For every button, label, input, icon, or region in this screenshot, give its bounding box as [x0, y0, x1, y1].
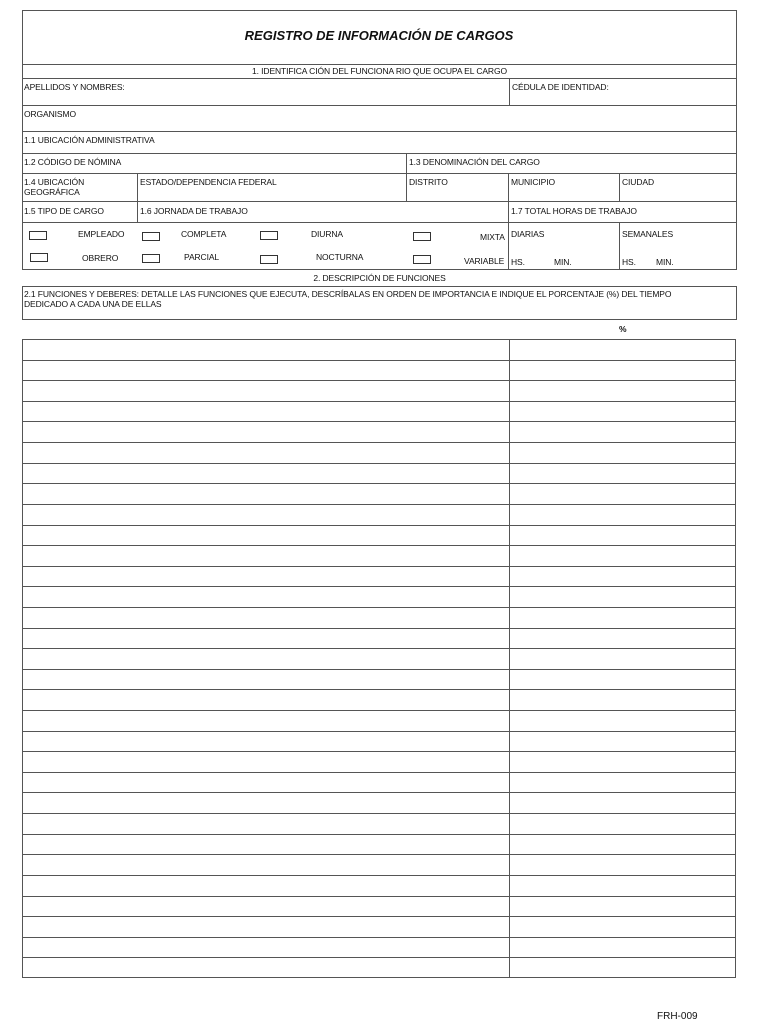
table-row-divider	[22, 525, 736, 526]
ubicacion-geografica-label: 1.4 UBICACIÓN	[24, 177, 85, 187]
mixta-checkbox[interactable]	[413, 232, 431, 241]
divider	[22, 173, 737, 174]
table-row-divider	[22, 896, 736, 897]
table-row-divider	[22, 689, 736, 690]
form-title: REGISTRO DE INFORMACIÓN DE CARGOS	[244, 28, 514, 43]
completa-label: COMPLETA	[181, 229, 227, 239]
ubicacion-administrativa-label: 1.1 UBICACIÓN ADMINISTRATIVA	[24, 135, 155, 145]
divider	[619, 222, 620, 270]
table-row-divider	[22, 586, 736, 587]
divider	[22, 222, 737, 223]
instructions-text-2: DEDICADO A CADA UNA DE ELLAS	[24, 299, 162, 309]
obrero-label: OBRERO	[82, 253, 119, 263]
semanales-hours-label: HS.	[622, 257, 636, 267]
table-row-divider	[22, 772, 736, 773]
table-row-divider	[22, 401, 736, 402]
denominacion-cargo-label: 1.3 DENOMINACIÓN DEL CARGO	[409, 157, 540, 167]
table-row-divider	[22, 834, 736, 835]
table-row-divider	[22, 854, 736, 855]
semanales-label: SEMANALES	[622, 229, 674, 239]
table-row-divider	[22, 669, 736, 670]
variable-checkbox[interactable]	[413, 255, 431, 264]
estado-label: ESTADO/DEPENDENCIA FEDERAL	[140, 177, 277, 187]
table-row-divider	[22, 463, 736, 464]
divider	[137, 173, 138, 222]
diarias-minutes-label: MIN.	[554, 257, 572, 267]
semanales-minutes-label: MIN.	[656, 257, 674, 267]
divider	[22, 105, 737, 106]
divider	[22, 153, 737, 154]
divider	[22, 64, 737, 65]
instructions-text: 2.1 FUNCIONES Y DEBERES: DETALLE LAS FUNCIONES QUE EJECUTA, DESCRÍBALAS EN ORDEN DE IMPORTANCIA E INDIQUE EL PORCENTAJE (%) DEL TIEMPO	[24, 289, 672, 299]
table-row-divider	[22, 648, 736, 649]
table-row-divider	[22, 566, 736, 567]
ubicacion-geografica-label-2: GEOGRÁFICA	[24, 187, 80, 197]
divider	[508, 173, 509, 270]
diarias-label: DIARIAS	[511, 229, 545, 239]
table-row-divider	[22, 360, 736, 361]
divider	[22, 131, 737, 132]
percent-label: %	[619, 324, 627, 334]
empleado-checkbox[interactable]	[29, 231, 47, 240]
parcial-checkbox[interactable]	[142, 254, 160, 263]
table-row-divider	[22, 442, 736, 443]
obrero-checkbox[interactable]	[30, 253, 48, 262]
table-row-divider	[22, 710, 736, 711]
tipo-cargo-label: 1.5 TIPO DE CARGO	[24, 206, 104, 216]
form-code: FRH-009	[657, 1011, 698, 1022]
divider	[22, 201, 737, 202]
completa-checkbox[interactable]	[142, 232, 160, 241]
table-row-divider	[22, 628, 736, 629]
table-row-divider	[22, 731, 736, 732]
table-row-divider	[22, 916, 736, 917]
municipio-label: MUNICIPIO	[511, 177, 555, 187]
table-row-divider	[22, 792, 736, 793]
divider	[619, 173, 620, 201]
total-horas-label: 1.7 TOTAL HORAS DE TRABAJO	[511, 206, 637, 216]
cedula-label: CÉDULA DE IDENTIDAD:	[512, 82, 609, 92]
apellidos-label: APELLIDOS Y NOMBRES:	[24, 82, 125, 92]
table-row-divider	[22, 380, 736, 381]
divider	[22, 78, 737, 79]
percent-column-divider	[509, 339, 510, 978]
organismo-label: ORGANISMO	[24, 109, 76, 119]
table-row-divider	[22, 545, 736, 546]
nocturna-label: NOCTURNA	[316, 252, 364, 262]
table-row-divider	[22, 957, 736, 958]
parcial-label: PARCIAL	[184, 252, 220, 262]
table-row-divider	[22, 813, 736, 814]
diurna-checkbox[interactable]	[260, 231, 278, 240]
nocturna-checkbox[interactable]	[260, 255, 278, 264]
section2-header: 2. DESCRIPCIÓN DE FUNCIONES	[313, 273, 446, 283]
divider	[509, 78, 510, 105]
ciudad-label: CIUDAD	[622, 177, 654, 187]
table-row-divider	[22, 875, 736, 876]
distrito-label: DISTRITO	[409, 177, 448, 187]
diurna-label: DIURNA	[311, 229, 343, 239]
variable-label: VARIABLE	[464, 256, 505, 266]
codigo-nomina-label: 1.2 CÓDIGO DE NÓMINA	[24, 157, 122, 167]
table-row-divider	[22, 421, 736, 422]
jornada-label: 1.6 JORNADA DE TRABAJO	[140, 206, 248, 216]
table-row-divider	[22, 607, 736, 608]
table-row-divider	[22, 937, 736, 938]
divider	[406, 153, 407, 201]
table-row-divider	[22, 483, 736, 484]
table-row-divider	[22, 504, 736, 505]
empleado-label: EMPLEADO	[78, 229, 125, 239]
functions-table	[22, 339, 736, 978]
mixta-label: MIXTA	[480, 232, 505, 242]
diarias-hours-label: HS.	[511, 257, 525, 267]
section1-header: 1. IDENTIFICA CIÓN DEL FUNCIONA RIO QUE OCUPA EL CARGO	[252, 66, 507, 76]
table-row-divider	[22, 751, 736, 752]
